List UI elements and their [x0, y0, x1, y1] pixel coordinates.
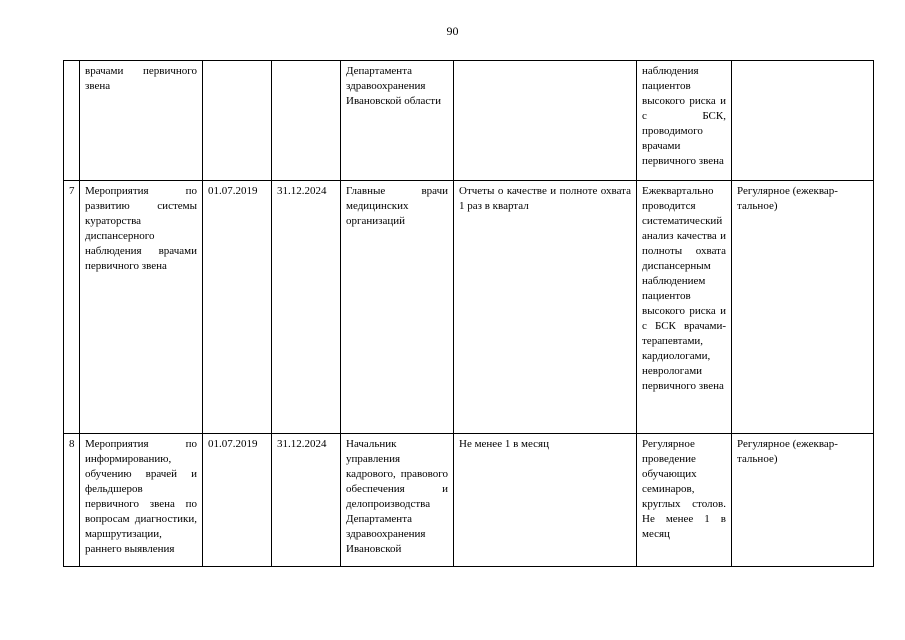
responsible: Департамента здравоохранения Ивановской области: [341, 61, 454, 181]
end-date: 31.12.2024: [272, 434, 341, 567]
activity-type: [732, 61, 874, 181]
description: Регулярное проведение обучающих семинаров, круглых столов. Не менее 1 в месяц: [637, 434, 732, 567]
responsible: Главные врачи медицинских организаций: [341, 181, 454, 434]
activity-name: Мероприятия по информированию, обучению врачей и фельдшеров первичного звена по вопросам диагностики, маршрутизации, раннего выявления: [80, 434, 203, 567]
activity-name: Мероприятия по развитию системы кураторства диспансерного наблюдения врачами первичного звена: [80, 181, 203, 434]
end-date: 31.12.2024: [272, 181, 341, 434]
table-row: [64, 181, 874, 434]
row-number: 8: [64, 434, 80, 567]
indicator: [454, 61, 637, 181]
indicator: Отчеты о качестве и полноте охвата 1 раз в квартал: [454, 181, 637, 434]
row-number: [64, 61, 80, 181]
activity-type: Регулярное (ежеквар-тальное): [732, 434, 874, 567]
activity-name: врачами первичного звена: [80, 61, 203, 181]
activity-type: Регулярное (ежеквар-тальное): [732, 181, 874, 434]
start-date: 01.07.2019: [203, 181, 272, 434]
indicator: Не менее 1 в месяц: [454, 434, 637, 567]
table-row: [64, 61, 874, 181]
row-number: 7: [64, 181, 80, 434]
responsible: Начальник управления кадрового, правового обеспечения и делопроизводства Департамента здравоохранения Ивановской: [341, 434, 454, 567]
table-row: [64, 434, 874, 567]
description: наблюдения пациентов высокого риска и с БСК, проводимого врачами первичного звена: [637, 61, 732, 181]
start-date: [203, 61, 272, 181]
description: Ежеквартально проводится систематический анализ качества и полноты охвата диспансерным наблюдением пациентов высокого риска и с БСК врачами-терапевтами, кардиологами, неврологами первичного звена: [637, 181, 732, 434]
page-number: 90: [446, 24, 459, 38]
start-date: 01.07.2019: [203, 434, 272, 567]
activities-table: [63, 60, 874, 567]
end-date: [272, 61, 341, 181]
